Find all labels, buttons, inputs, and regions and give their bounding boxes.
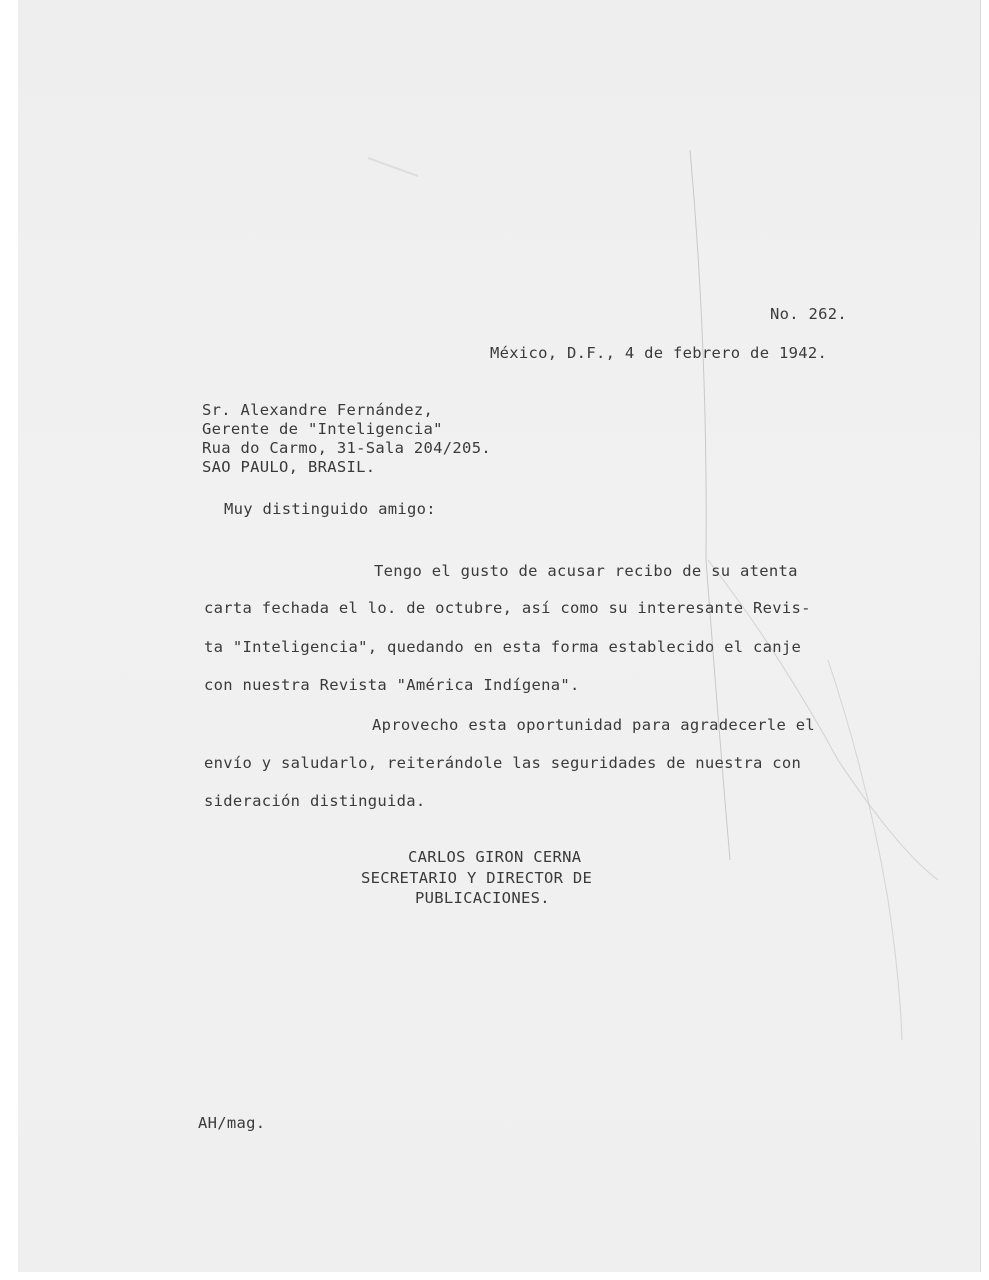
signature-title-1: SECRETARIO Y DIRECTOR DE <box>361 869 593 887</box>
recipient-position: Gerente de "Inteligencia" <box>202 420 443 438</box>
typist-initials: AH/mag. <box>198 1114 266 1132</box>
recipient-name: Sr. Alexandre Fernández, <box>202 401 434 419</box>
place-date: México, D.F., 4 de febrero de 1942. <box>490 344 828 362</box>
letter-page <box>18 0 980 1272</box>
paper-crease-marks <box>18 0 980 1272</box>
recipient-city: SAO PAULO, BRASIL. <box>202 458 376 476</box>
letter-number: No. 262. <box>770 305 848 323</box>
body-paragraph-2-line-1: Aprovecho esta oportunidad para agradecerle el <box>372 716 816 734</box>
body-paragraph-1-line-3: ta "Inteligencia", quedando en esta forma establecido el canje <box>204 638 802 656</box>
body-paragraph-1-line-1: Tengo el gusto de acusar recibo de su atenta <box>374 562 798 580</box>
body-paragraph-2-line-2: envío y saludarlo, reiterándole las seguridades de nuestra con <box>204 754 802 772</box>
signature-title-2: PUBLICACIONES. <box>415 889 550 907</box>
body-paragraph-1-line-4: con nuestra Revista "América Indígena". <box>204 676 580 694</box>
signature-name: CARLOS GIRON CERNA <box>408 848 582 866</box>
salutation: Muy distinguido amigo: <box>224 500 436 518</box>
recipient-street: Rua do Carmo, 31-Sala 204/205. <box>202 439 491 457</box>
body-paragraph-2-line-3: sideración distinguida. <box>204 792 426 810</box>
body-paragraph-1-line-2: carta fechada el lo. de octubre, así como su interesante Revis- <box>204 599 811 617</box>
